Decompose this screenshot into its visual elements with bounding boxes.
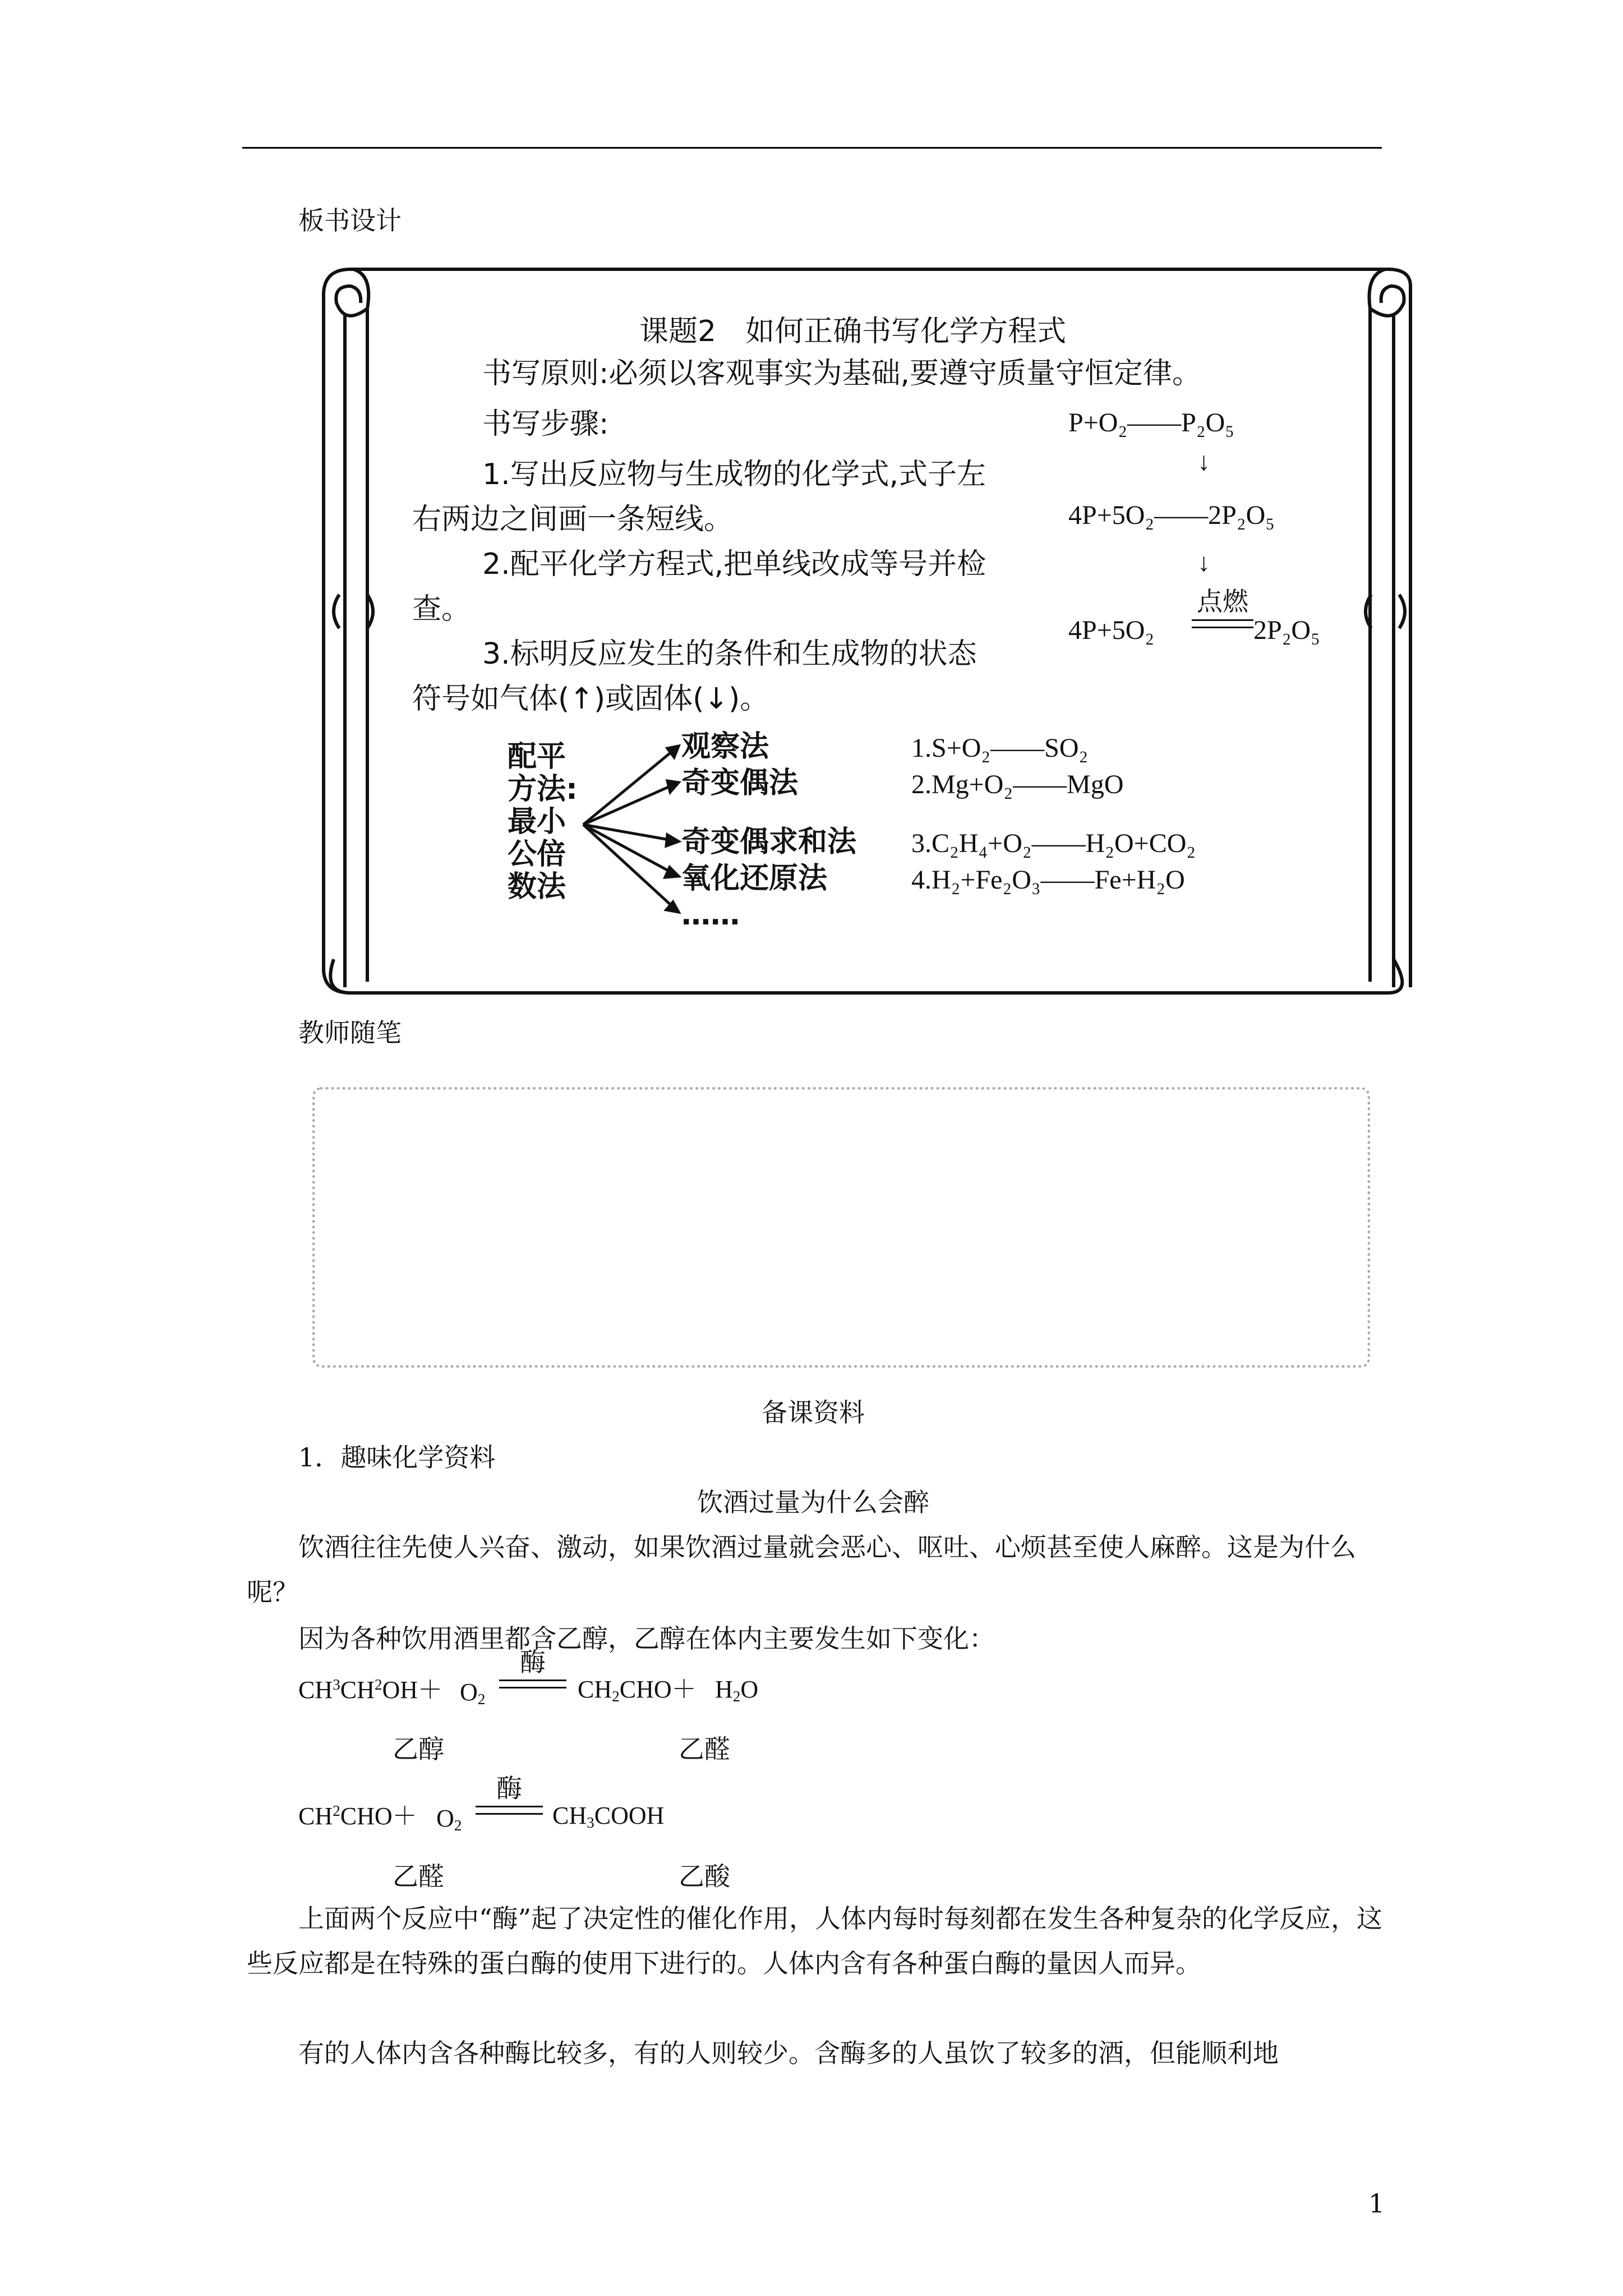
double-equal-sign xyxy=(499,1680,566,1688)
page-number: 1 xyxy=(1368,2188,1385,2219)
eq-step-1: P+O₂——P₂O₅ xyxy=(1068,408,1234,438)
method-example-2: 2.Mg+O₂——MgO xyxy=(911,770,1124,799)
eq1-catalyst: 酶 xyxy=(520,1647,546,1677)
eq2-reactant2: $O_2$ xyxy=(436,1805,462,1834)
paragraph-4: 有的人体内含各种酶比较多，有的人则较少。含酶多的人虽饮了较多的酒，但能顺利地 xyxy=(298,2038,1279,2068)
eq1-condition xyxy=(499,1649,566,1688)
method-3: 奇变偶求和法 xyxy=(681,825,857,859)
board-step1-b: 右两边之间画一条短线。 xyxy=(412,503,734,536)
methods-root xyxy=(508,740,586,903)
method-2: 奇变偶法 xyxy=(681,766,799,800)
board-step3-a: 3.标明反应发生的条件和生成物的状态 xyxy=(482,637,977,671)
eq2-label-1: 乙醛 xyxy=(393,1861,444,1892)
methods-root-line: 配平 xyxy=(508,740,566,774)
eq2-product1: $CH_3COOH$ xyxy=(552,1802,665,1831)
eq2-label-2: 乙酸 xyxy=(679,1861,730,1892)
eq-step-3-right: 2P₂O₅ xyxy=(1253,615,1320,645)
eq2-condition xyxy=(476,1775,543,1815)
eq1-reactant2: $O_2$ xyxy=(460,1678,486,1708)
eq1-product2: $H_2O$ xyxy=(715,1676,759,1705)
board-principle: 书写原则:必须以客观事实为基础,要遵守质量守恒定律。 xyxy=(482,357,1202,390)
method-1: 观察法 xyxy=(681,730,769,763)
teacher-notes-heading: 教师随笔 xyxy=(298,1018,402,1048)
methods-root-line: 公倍 xyxy=(508,838,566,871)
double-equal-sign xyxy=(476,1806,543,1815)
board-design-heading: 板书设计 xyxy=(298,205,402,236)
method-example-4: 4.H₂+Fe₂O₃——Fe+H₂O xyxy=(911,865,1185,895)
paragraph-1: 饮酒往往先使人兴奋、激动，如果饮酒过量就会恶心、呕吐、心烦甚至使人麻醉。这是为什么呢？ xyxy=(247,1532,1356,1607)
eq1-label-1: 乙醇 xyxy=(393,1734,444,1764)
teacher-notes-box[interactable] xyxy=(312,1087,1370,1368)
board-step3-b: 符号如气体(↑)或固体(↓)。 xyxy=(412,682,769,716)
board-step2-b: 查。 xyxy=(412,592,471,626)
method-5: …… xyxy=(681,898,740,932)
article-title: 饮酒过量为什么会醉 xyxy=(697,1487,929,1517)
arrow-down-icon: ↓ xyxy=(1197,447,1210,476)
board-title: 课题2 如何正确书写化学方程式 xyxy=(639,315,1067,348)
eq-step-3-left: 4P+5O₂ xyxy=(1068,615,1155,645)
methods-root-line: 数法 xyxy=(508,870,566,904)
eq1-label-2: 乙醛 xyxy=(679,1734,730,1764)
materials-item1: 1．趣味化学资料 xyxy=(298,1442,496,1473)
eq-step-2: 4P+5O₂——2P₂O₅ xyxy=(1068,500,1275,530)
board-step1-a: 1.写出反应物与生成物的化学式,式子左 xyxy=(482,458,986,491)
methods-arrows xyxy=(578,729,690,931)
eq1-product1: $CH_2CHO+$ xyxy=(578,1676,697,1705)
methods-root-line: 最小 xyxy=(508,805,566,839)
eq1-reactant1: $CH^3CH^2OH+$ xyxy=(298,1676,443,1704)
eq-step-3-condition xyxy=(1192,589,1253,628)
board-step2-a: 2.配平化学方程式,把单线改成等号并检 xyxy=(482,547,986,581)
method-4: 氧化还原法 xyxy=(681,862,828,895)
paragraph-2: 因为各种饮用酒里都含乙醇，乙醇在体内主要发生如下变化： xyxy=(298,1623,995,1654)
materials-heading: 备课资料 xyxy=(762,1397,865,1428)
condition-label: 点燃 xyxy=(1197,587,1248,616)
paragraph-3: 上面两个反应中“酶”起了决定性的催化作用，人体内每时每刻都在发生各种复杂的化学反应，这些反应都是在特殊的蛋白酶的使用下进行的。人体内含有各种蛋白酶的量因人而异。 xyxy=(247,1903,1383,1978)
eq2-reactant1: $CH^2CHO+$ xyxy=(298,1802,417,1830)
eq2-catalyst: 酶 xyxy=(496,1773,522,1803)
methods-root-line: 方法: xyxy=(508,772,578,806)
arrow-down-icon: ↓ xyxy=(1197,548,1210,577)
method-example-3: 3.C₂H₄+O₂——H₂O+CO₂ xyxy=(911,829,1196,858)
double-equal-sign xyxy=(1192,619,1253,628)
method-example-1: 1.S+O₂——SO₂ xyxy=(911,733,1089,763)
header-rule xyxy=(242,147,1382,149)
board-steps-label: 书写步骤: xyxy=(482,407,609,441)
